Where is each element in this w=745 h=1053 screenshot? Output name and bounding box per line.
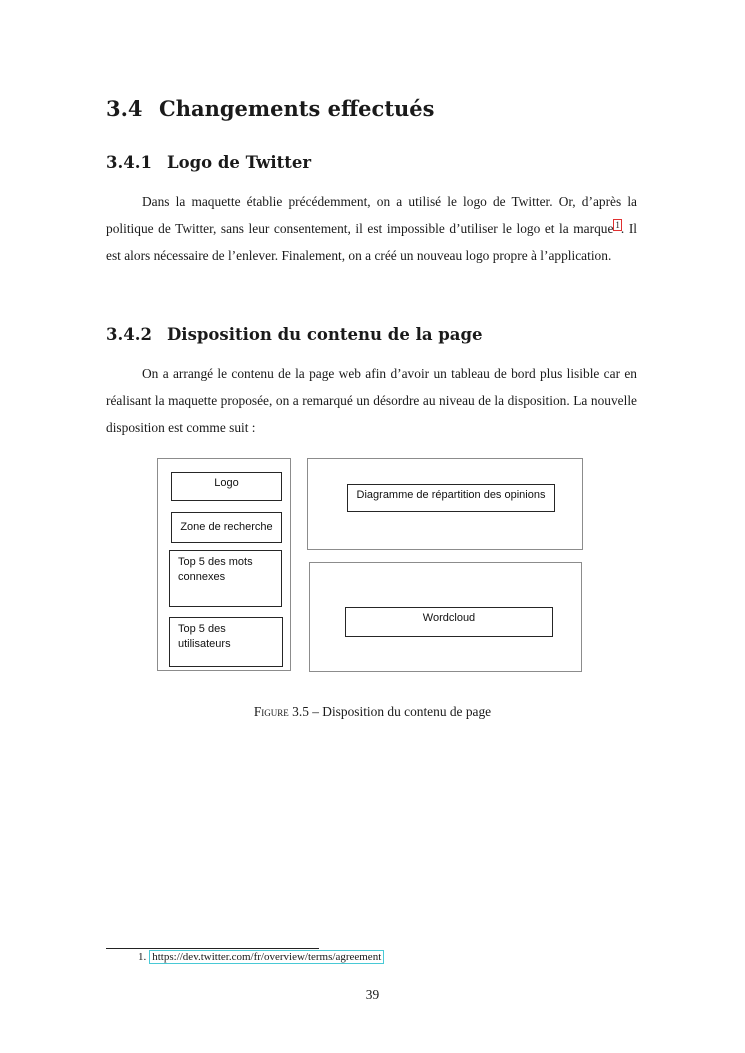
footnote [138,951,383,963]
subsection-number: 3.4.1 [106,153,152,172]
box-label: connexes [178,571,226,583]
opinions-panel [307,458,583,550]
footnote-link[interactable]: https://dev.twitter.com/fr/overview/terms/agreement [152,951,382,963]
top-users-box [169,617,283,667]
paragraph-logo [106,188,637,269]
subsection-heading-logo [106,153,311,172]
box-label: Top 5 des [178,623,226,635]
wordcloud-box: Wordcloud [345,607,553,637]
paragraph-text: Dans la maquette établie précédemment, on a utilisé le logo de Twitter. Or, d’après la politique de Twitter, sans leur consentement, il est impossible d’utiliser le logo et la marque [106,194,637,236]
subsection-number: 3.4.2 [106,325,152,344]
figure-caption [0,704,745,720]
subsection-title: Disposition du contenu de la page [167,325,483,344]
footnote-reference[interactable]: 1 [615,219,620,230]
page-number: 39 [365,987,380,1002]
top-words-box [169,550,282,607]
paragraph-layout: On a arrangé le contenu de la page web afin d’avoir un tableau de bord plus lisible car en réalisant la maquette proposée, on a remarqué un désordre au niveau de la disposition. La nouvelle disposition est comme suit : [106,366,637,435]
section-heading [106,96,434,121]
caption-text: – Disposition du contenu de page [308,704,492,719]
subsection-title: Logo de Twitter [167,153,312,172]
box-label: Top 5 des mots [178,556,253,568]
box-label: Zone de recherche [180,521,273,533]
box-label: utilisateurs [178,638,231,650]
section-number: 3.4 [106,96,143,121]
logo-box: Logo [171,472,282,501]
subsection-heading-layout [106,325,483,344]
wordcloud-panel [309,562,582,672]
section-title: Changements effectués [159,96,435,121]
footnote-number: 1. [138,951,147,963]
footnote-rule [106,948,319,949]
sidebar-panel [157,458,291,671]
paragraph-text: . Il est alors nécessaire de l’enlever. Finalement, on a créé un nouveau logo propre à l’application. [106,221,637,263]
search-zone-box [171,512,282,543]
caption-label: Figure 3.5 [253,704,309,719]
layout-figure [157,458,583,672]
opinions-chart-box: Diagramme de répartition des opinions [347,484,555,512]
